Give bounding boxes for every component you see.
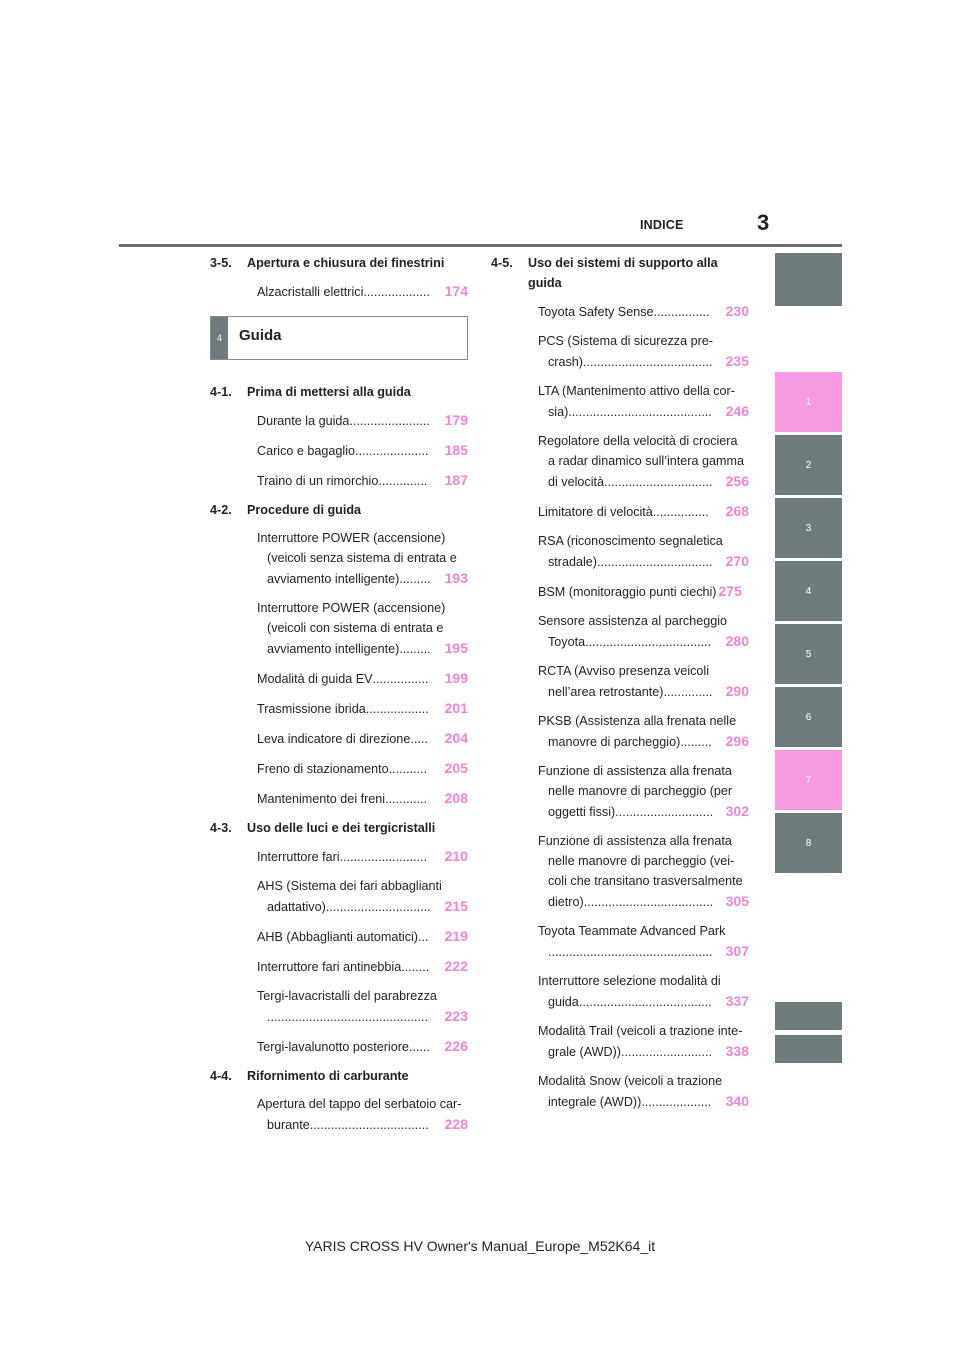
entry-title: Apertura del tappo del serbatoio car-: [257, 1097, 462, 1111]
leader-dots: .................................: [597, 555, 713, 569]
page-link[interactable]: 222: [444, 958, 468, 974]
page-link[interactable]: 235: [725, 353, 749, 369]
entry-title-cont: di velocità: [548, 475, 605, 489]
toc-entry-215[interactable]: [210, 876, 468, 917]
toc-entry-205[interactable]: [210, 758, 468, 779]
chapter-title: Guida: [239, 327, 282, 344]
leader-dots: .........................: [339, 850, 428, 864]
leader-dots: .....................: [355, 444, 429, 458]
leader-dots: ..............: [663, 685, 713, 699]
chapter-heading-box: [210, 316, 468, 360]
entry-title: Modalità Snow (veicoli a trazione: [538, 1074, 723, 1088]
page-link[interactable]: 193: [444, 570, 468, 586]
page-link[interactable]: 338: [725, 1043, 749, 1059]
entry-title: Durante la guida: [257, 414, 350, 428]
entry-title: AHB (Abbaglianti automatici): [257, 930, 418, 944]
leader-dots: ................: [652, 505, 709, 519]
leader-dots: ...............................................: [548, 945, 713, 959]
page-link[interactable]: 187: [444, 472, 468, 488]
toc-entry-201[interactable]: [210, 698, 468, 719]
page-link[interactable]: 179: [444, 412, 468, 428]
leader-dots: ........: [401, 960, 430, 974]
toc-entry-187[interactable]: [210, 470, 468, 491]
toc-left-column: [210, 253, 468, 1144]
leader-dots: .....................................: [583, 895, 714, 909]
page-link[interactable]: 280: [725, 633, 749, 649]
side-tab-5[interactable]: 5: [775, 624, 842, 684]
toc-entry-275[interactable]: [491, 581, 749, 602]
page-link[interactable]: 201: [444, 700, 468, 716]
section-number: 4-4.: [210, 1069, 232, 1083]
section-number: 4-3.: [210, 821, 232, 835]
toc-entry-307[interactable]: [491, 921, 749, 962]
leader-dots: ...............................: [604, 475, 713, 489]
section-title: Uso delle luci e dei tergicristalli: [247, 821, 436, 835]
entry-title-cont: sia): [548, 405, 569, 419]
leader-dots: ...: [418, 930, 429, 944]
toc-entry-226[interactable]: [210, 1036, 468, 1057]
toc-section-4-1: [210, 382, 468, 402]
footer-manual-id: YARIS CROSS HV Owner's Manual_Europe_M52K64_it: [304, 1238, 656, 1254]
page-link[interactable]: 185: [444, 442, 468, 458]
page-link[interactable]: 199: [444, 670, 468, 686]
leader-dots: ...........: [388, 762, 428, 776]
entry-title: Toyota Safety Sense: [538, 305, 654, 319]
toc-entry-270[interactable]: [491, 531, 749, 572]
entry-title: PKSB (Assistenza alla frenata nelle: [538, 714, 737, 728]
entry-title-cont: nelle manovre di parcheggio (per: [548, 784, 733, 798]
entry-title: Modalità di guida EV: [257, 672, 373, 686]
page-link[interactable]: 228: [444, 1116, 468, 1132]
entry-title-cont: integrale (AWD)): [548, 1095, 642, 1109]
leader-dots: .......................: [349, 414, 430, 428]
side-tab-blank-top[interactable]: [775, 253, 842, 306]
toc-entry-230[interactable]: [491, 301, 749, 322]
page-link[interactable]: 270: [725, 553, 749, 569]
entry-title-cont: a radar dinamico sull’intera gamma: [548, 454, 744, 468]
entry-title: Funzione di assistenza alla frenata: [538, 834, 732, 848]
toc-entry-195[interactable]: [210, 598, 468, 659]
entry-title: Regolatore della velocità di crociera: [538, 434, 738, 448]
leader-dots: ......................................: [578, 995, 712, 1009]
toc-entry-256[interactable]: [491, 431, 749, 492]
toc-entry-219[interactable]: [210, 926, 468, 947]
page-link[interactable]: 174: [444, 283, 468, 299]
page-link[interactable]: 195: [444, 640, 468, 656]
toc-entry-174[interactable]: [210, 281, 468, 302]
leader-dots: ..............: [378, 474, 428, 488]
entry-title-cont: coli che transitano trasversalmente: [548, 874, 743, 888]
section-title: Procedure di guida: [247, 503, 362, 517]
section-title: Uso dei sistemi di supporto alla guida: [528, 256, 718, 290]
leader-dots: ..............................................: [267, 1010, 428, 1024]
page-link[interactable]: 302: [725, 803, 749, 819]
toc-section-4-5: [491, 253, 749, 293]
leader-dots: ............: [385, 792, 428, 806]
entry-title: Mantenimento dei freni: [257, 792, 386, 806]
leader-dots: ..................: [365, 702, 429, 716]
entry-title: Tergi-lavalunotto posteriore: [257, 1040, 409, 1054]
page-number: 3: [757, 210, 770, 235]
page-link[interactable]: 340: [725, 1093, 749, 1109]
page-link[interactable]: 219: [444, 928, 468, 944]
entry-title-cont: stradale): [548, 555, 597, 569]
toc-entry-340[interactable]: [491, 1071, 749, 1112]
page-link[interactable]: 290: [725, 683, 749, 699]
entry-title-cont: Toyota: [548, 635, 586, 649]
entry-title: Toyota Teammate Advanced Park: [538, 924, 726, 938]
page-link[interactable]: 210: [444, 848, 468, 864]
entry-title: Carico e bagaglio: [257, 444, 356, 458]
page-link[interactable]: 226: [444, 1038, 468, 1054]
side-tab-4[interactable]: 4: [775, 561, 842, 621]
leader-dots: .........................................: [568, 405, 712, 419]
entry-title-cont: manovre di parcheggio): [548, 735, 681, 749]
entry-title-cont: nell’area retrostante): [548, 685, 664, 699]
entry-title-cont: dietro): [548, 895, 584, 909]
entry-title-cont: guida: [548, 995, 579, 1009]
side-tab-8[interactable]: 8: [775, 813, 842, 873]
page-link[interactable]: 246: [725, 403, 749, 419]
entry-title: Sensore assistenza al parcheggio: [538, 614, 728, 628]
page-link[interactable]: 305: [725, 893, 749, 909]
page-link[interactable]: 230: [725, 303, 749, 319]
entry-title: Interruttore fari antinebbia: [257, 960, 402, 974]
toc-entry-228[interactable]: [210, 1094, 468, 1135]
section-title: Apertura e chiusura dei finestrini: [247, 256, 445, 270]
entry-title: Freno di stazionamento: [257, 762, 389, 776]
toc-entry-223[interactable]: [210, 986, 468, 1027]
toc-entry-337[interactable]: [491, 971, 749, 1012]
side-tab-2[interactable]: 2: [775, 435, 842, 495]
toc-entry-305[interactable]: [491, 831, 749, 912]
leader-dots: ......: [408, 1040, 430, 1054]
toc-entry-210[interactable]: [210, 846, 468, 867]
toc-entry-208[interactable]: [210, 788, 468, 809]
leader-dots: ...................: [363, 285, 430, 299]
section-title: Rifornimento di carburante: [247, 1069, 409, 1083]
entry-title-cont: (veicoli con sistema di entrata e: [267, 621, 444, 635]
toc-entry-193[interactable]: [210, 528, 468, 589]
page-link[interactable]: 204: [444, 730, 468, 746]
leader-dots: ..............................: [325, 900, 431, 914]
page-link[interactable]: 337: [725, 993, 749, 1009]
side-tab-blank-index-b[interactable]: [775, 1035, 842, 1063]
toc-entry-268[interactable]: [491, 501, 749, 522]
leader-dots: .........: [399, 642, 431, 656]
leader-dots: .........: [399, 572, 431, 586]
page-link[interactable]: 275: [718, 583, 742, 599]
entry-title: Leva indicatore di direzione: [257, 732, 411, 746]
entry-title: Interruttore fari: [257, 850, 340, 864]
entry-title: RCTA (Avviso presenza veicoli: [538, 664, 710, 678]
toc-section-4-4: [210, 1066, 468, 1086]
toc-entry-179[interactable]: [210, 410, 468, 431]
section-number: 4-2.: [210, 503, 232, 517]
page-link[interactable]: 208: [444, 790, 468, 806]
entry-title-cont: (veicoli senza sistema di entrata e: [267, 551, 457, 565]
leader-dots: ..................................: [309, 1118, 429, 1132]
toc-entry-290[interactable]: [491, 661, 749, 702]
leader-dots: .....................................: [583, 355, 713, 369]
toc-entry-185[interactable]: [210, 440, 468, 461]
toc-section-4-2: [210, 500, 468, 520]
side-tab-1[interactable]: 1: [775, 372, 842, 432]
toc-entry-235[interactable]: [491, 331, 749, 372]
page-link[interactable]: 296: [725, 733, 749, 749]
entry-title: LTA (Mantenimento attivo della cor-: [538, 384, 735, 398]
toc-entry-338[interactable]: [491, 1021, 749, 1062]
page-link[interactable]: 307: [725, 943, 749, 959]
leader-dots: ....................................: [585, 635, 712, 649]
toc-section-4-3: [210, 818, 468, 838]
entry-title: PCS (Sistema di sicurezza pre-: [538, 334, 713, 348]
leader-dots: ..........................: [621, 1045, 712, 1059]
side-tab-3[interactable]: 3: [775, 498, 842, 558]
entry-title-cont: oggetti fissi): [548, 805, 616, 819]
section-number: 4-5.: [491, 256, 513, 270]
entry-title-cont: crash): [548, 355, 583, 369]
page-link[interactable]: 215: [444, 898, 468, 914]
toc-entry-204[interactable]: [210, 728, 468, 749]
entry-title: Interruttore POWER (accensione): [257, 531, 446, 545]
side-tab-blank-index-a[interactable]: [775, 1002, 842, 1030]
side-tab-6[interactable]: 6: [775, 687, 842, 747]
page-link[interactable]: 256: [725, 473, 749, 489]
entry-title: Modalità Trail (veicoli a trazione inte-: [538, 1024, 743, 1038]
entry-title: Funzione di assistenza alla frenata: [538, 764, 732, 778]
entry-title: RSA (riconoscimento segnaletica: [538, 534, 723, 548]
entry-title: Interruttore selezione modalità di: [538, 974, 721, 988]
entry-title: Trasmissione ibrida: [257, 702, 366, 716]
leader-dots: .........: [680, 735, 712, 749]
header-title: INDICE: [640, 218, 684, 232]
entry-title-cont: adattativo): [267, 900, 326, 914]
page-link[interactable]: 268: [725, 503, 749, 519]
toc-right-column: [491, 253, 749, 1121]
toc-entry-199[interactable]: [210, 668, 468, 689]
section-number: 3-5.: [210, 256, 232, 270]
toc-entry-296[interactable]: [491, 711, 749, 752]
chapter-number-tab: 4: [211, 317, 228, 359]
entry-title: Alzacristalli elettrici: [257, 285, 364, 299]
entry-title: BSM (monitoraggio punti ciechi): [538, 585, 717, 599]
page-link[interactable]: 223: [444, 1008, 468, 1024]
entry-title-cont: avviamento intelligente): [267, 642, 400, 656]
leader-dots: ................: [653, 305, 710, 319]
toc-entry-280[interactable]: [491, 611, 749, 652]
toc-entry-302[interactable]: [491, 761, 749, 822]
leader-dots: ................: [372, 672, 429, 686]
entry-title: Traino di un rimorchio: [257, 474, 379, 488]
toc-entry-246[interactable]: [491, 381, 749, 422]
leader-dots: ....................: [641, 1095, 712, 1109]
section-title: Prima di mettersi alla guida: [247, 385, 411, 399]
entry-title-cont: grale (AWD)): [548, 1045, 621, 1059]
entry-title: AHS (Sistema dei fari abbaglianti: [257, 879, 442, 893]
toc-section-3-5: [210, 253, 468, 273]
entry-title-cont: burante: [267, 1118, 310, 1132]
section-number: 4-1.: [210, 385, 232, 399]
toc-entry-222[interactable]: [210, 956, 468, 977]
entry-title: Tergi-lavacristalli del parabrezza: [257, 989, 437, 1003]
header-divider: [119, 244, 842, 247]
entry-title-cont: nelle manovre di parcheggio (vei-: [548, 854, 735, 868]
entry-title: Limitatore di velocità: [538, 505, 653, 519]
leader-dots: ............................: [615, 805, 714, 819]
side-tab-7[interactable]: 7: [775, 750, 842, 810]
entry-title: Interruttore POWER (accensione): [257, 601, 446, 615]
entry-title-cont: avviamento intelligente): [267, 572, 400, 586]
leader-dots: .....: [410, 732, 428, 746]
page-link[interactable]: 205: [444, 760, 468, 776]
